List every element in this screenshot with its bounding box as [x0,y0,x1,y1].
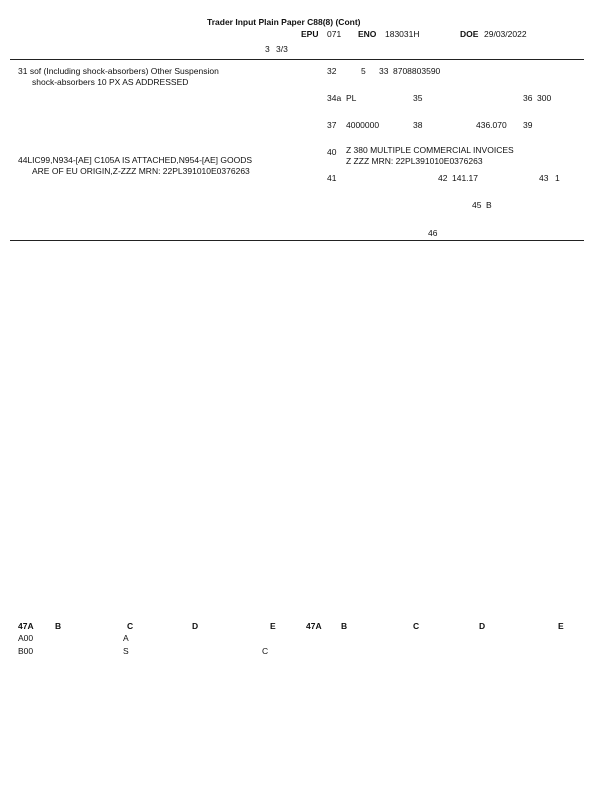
page-of: 3/3 [276,44,288,54]
box36-value: 300 [537,93,552,103]
box37-label: 37 [327,120,337,130]
tax-header-left-b: B [55,621,62,631]
box36-label: 36 [523,93,533,103]
tax-header-right-b: B [341,621,348,631]
box39-label: 39 [523,120,533,130]
box32-label: 32 [327,66,337,76]
box45-label: 45 [472,200,482,210]
eno-label: ENO [358,29,377,39]
box44-line1: 44LIC99,N934-[AE] C105A IS ATTACHED,N954-[AE] GOODS [18,155,253,165]
box31-description-line2: shock-absorbers 10 PX AS ADDRESSED [32,77,189,87]
box33-commodity-code: 8708803590 [393,66,441,76]
box33-label: 33 [379,66,389,76]
epu-value: 071 [327,29,342,39]
box42-label: 42 [438,173,448,183]
box45-value: B [486,200,492,210]
box46-label: 46 [428,228,438,238]
tax-header-left-47a: 47A [18,621,34,631]
header-divider [10,59,584,60]
box43-label: 43 [539,173,549,183]
box42-item-price: 141.17 [452,173,478,183]
box43-valuation-method: 1 [555,173,560,183]
epu-label: EPU [301,29,319,39]
tax-row-1-c: A [123,633,129,643]
box38-net-mass: 436.070 [476,120,507,130]
box40-line1: Z 380 MULTIPLE COMMERCIAL INVOICES [346,145,514,155]
doe-label: DOE [460,29,479,39]
tax-header-right-d: D [479,621,486,631]
tax-header-left-e: E [270,621,276,631]
eno-value: 183031H [385,29,420,39]
box40-line2: Z ZZZ MRN: 22PL391010E0376263 [346,156,483,166]
form-title: Trader Input Plain Paper C88(8) (Cont) [207,17,361,27]
tax-row-2-type: B00 [18,646,34,656]
tax-row-2-c: S [123,646,129,656]
box34a-country: PL [346,93,357,103]
box32-value: 5 [361,66,366,76]
box38-label: 38 [413,120,423,130]
tax-header-right-47a: 47A [306,621,322,631]
tax-header-left-d: D [192,621,199,631]
box44-line2: ARE OF EU ORIGIN,Z-ZZZ MRN: 22PL391010E0376263 [32,166,250,176]
doe-value: 29/03/2022 [484,29,527,39]
tax-header-right-e: E [558,621,564,631]
box37-procedure-code: 4000000 [346,120,380,130]
tax-header-right-c: C [413,621,420,631]
tax-row-1-type: A00 [18,633,34,643]
box34a-label: 34a [327,93,342,103]
box40-label: 40 [327,147,337,157]
box35-label: 35 [413,93,423,103]
box31-description-line1: 31 sof (Including shock-absorbers) Other Suspension [18,66,219,76]
page-number: 3 [265,44,270,54]
box41-label: 41 [327,173,337,183]
item-divider [10,240,584,241]
tax-header-left-c: C [127,621,134,631]
tax-row-2-e: C [262,646,269,656]
